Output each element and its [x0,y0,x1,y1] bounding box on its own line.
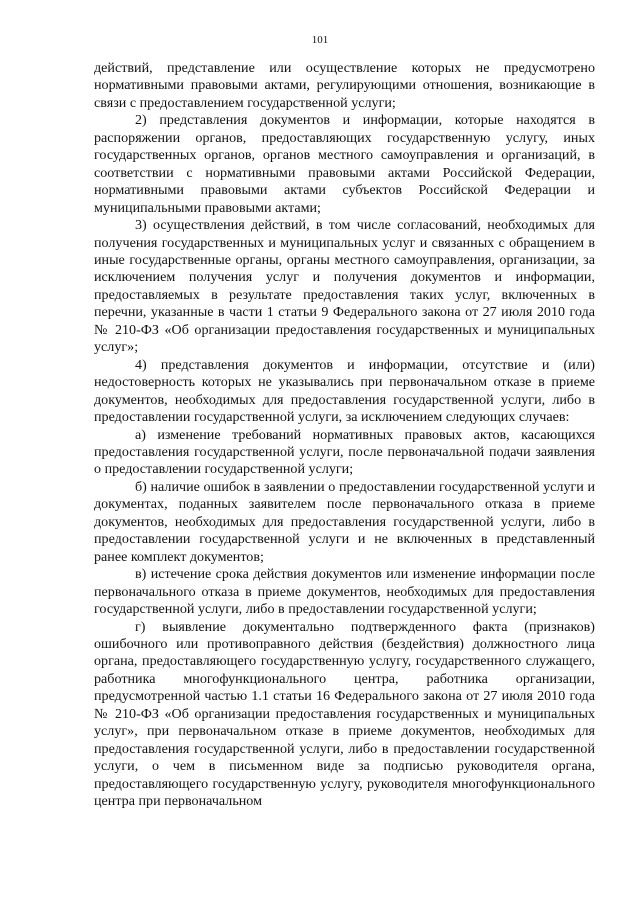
paragraph-item-3: 3) осуществления действий, в том числе согласований, необходимых для получения государственных и муниципальных услуг и связанных с обращением в иные государственные органы, органы местного самоуправления, организации, за исключением получения услуг и получения документов и информации, предоставляемых в результате предоставления таких услуг, включенных в перечни, указанные в части 1 статьи 9 Федерального закона от 27 июля 2010 года № 210-ФЗ «Об организации предоставления государственных и муниципальных услуг»; [94,217,595,356]
paragraph-subitem-v: в) истечение срока действия документов или изменение информации после первоначального отказа в приеме документов, необходимых для предоставления государственной услуги, либо в предоставлении государственной услуги; [94,566,595,618]
paragraph-subitem-b: б) наличие ошибок в заявлении о предоставлении государственной услуги и документах, поданных заявителем после первоначального отказа в приеме документов, необходимых для предоставления государственной услуги, либо в предоставлении государственной услуги и не включенных в представленный ранее комплект документов; [94,478,595,565]
paragraph-continuation: действий, представление или осуществление которых не предусмотрено нормативными правовыми актами, регулирующими отношения, возникающие в связи с предоставлением государственной услуги; [94,60,595,111]
document-body [94,60,595,810]
paragraph-item-4: 4) представления документов и информации, отсутствие и (или) недостоверность которых не указывались при первоначальном отказе в приеме документов, необходимых для предоставления государственной услуги, либо в предоставлении государственной услуги, за исключением следующих случаев: [94,356,595,426]
paragraph-subitem-g: г) выявление документально подтвержденного факта (признаков) ошибочного или противоправного действия (бездействия) должностного лица органа, предоставляющего государственную услугу, государственного служащего, работника многофункционального центра, работника организации, предусмотренной частью 1.1 статьи 16 Федерального закона от 27 июля 2010 года № 210-ФЗ «Об организации предоставления государственных и муниципальных услуг», при первоначальном отказе в приеме документов, необходимых для предоставления государственной услуги, либо в предоставлении государственной услуги, о чем в письменном виде за подписью руководителя органа, предоставляющего государственную услугу, руководителя многофункционального центра при первоначальном [94,618,595,810]
paragraph-subitem-a: а) изменение требований нормативных правовых актов, касающихся предоставления государственной услуги, после первоначальной подачи заявления о предоставлении государственной услуги; [94,426,595,478]
paragraph-item-2: 2) представления документов и информации, которые находятся в распоряжении органов, предоставляющих государственную услугу, иных государственных органов, органов местного самоуправления и организаций, в соответствии с нормативными правовыми актами Российской Федерации, нормативными правовыми актами субъектов Российской Федерации и муниципальными правовыми актами; [94,112,595,216]
page-number: 101 [311,34,329,46]
